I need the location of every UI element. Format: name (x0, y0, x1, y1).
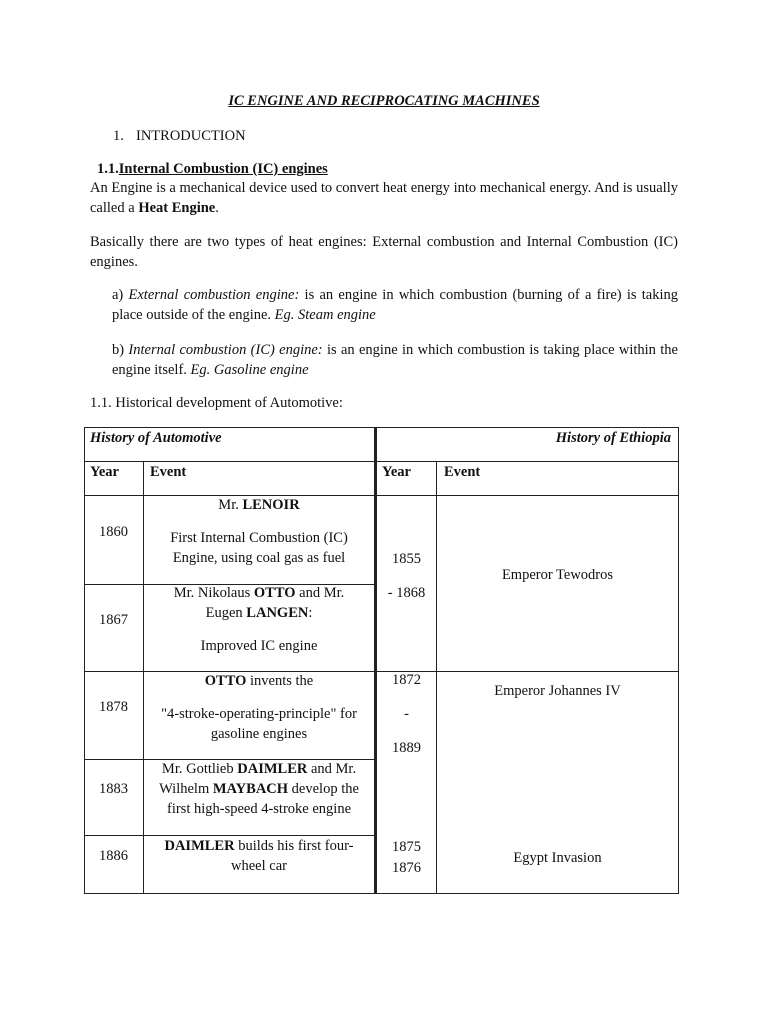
ethiopia-year: 1875 (392, 839, 421, 855)
table-year: 1878 (99, 699, 128, 715)
section-1-1-label: Internal Combustion (IC) engines (118, 161, 328, 177)
event-bold: MAYBACH (212, 781, 289, 797)
item-b-example: Eg. Gasoline engine (190, 362, 309, 378)
paragraph-engine-definition (90, 178, 678, 218)
item-a-text: is an engine in which combustion (burning of a fire) is taking place outside of the engine. (112, 287, 679, 323)
item-b-text: is an engine in which combustion is taking place within the engine itself. (112, 342, 678, 378)
para1-text: An Engine is a mechanical device used to convert heat energy into mechanical energy. And is usually called a (90, 180, 678, 216)
header-event-left: Event (150, 464, 187, 480)
table-divider (374, 427, 377, 894)
event-text: and Mr. (307, 761, 357, 777)
historical-heading: 1.1. Historical development of Automotive: (90, 395, 343, 411)
table-event-line: First Internal Combustion (IC) (170, 530, 348, 546)
table-event-line: Improved IC engine (200, 638, 318, 654)
event-text: : (308, 605, 313, 621)
section-1-1-number: 1.1. (97, 161, 119, 177)
table-event (144, 495, 374, 515)
ethiopia-year: 1876 (392, 860, 421, 876)
event-text: Mr. (218, 497, 243, 513)
ethiopia-year: 1872 (392, 672, 421, 688)
header-year-left: Year (90, 464, 119, 480)
event-text: builds his first four- (234, 838, 354, 854)
event-bold: OTTO (204, 673, 247, 689)
table-event-line: wheel car (231, 858, 287, 874)
ethiopia-event: Emperor Tewodros (501, 567, 614, 583)
table-line (436, 461, 437, 894)
table-event-line (144, 603, 374, 623)
item-internal-combustion (112, 340, 678, 380)
ethiopia-year: 1889 (392, 740, 421, 756)
table-left-title: History of Automotive (90, 430, 222, 446)
table-border-left (84, 427, 85, 894)
table-event-line: "4-stroke-operating-principle" for (161, 706, 357, 722)
event-bold: LENOIR (242, 497, 300, 513)
header-year-right: Year (382, 464, 411, 480)
table-right-title: History of Ethiopia (555, 430, 671, 446)
table-event-line: Engine, using coal gas as fuel (172, 550, 346, 566)
event-bold: OTTO (253, 585, 296, 601)
event-bold: LANGEN (246, 605, 309, 621)
ethiopia-event: Emperor Johannes IV (494, 683, 621, 699)
event-text: Eugen (205, 605, 247, 621)
table-year: 1860 (99, 524, 128, 540)
event-text: Wilhelm (159, 781, 213, 797)
history-table (84, 427, 679, 894)
ethiopia-year: - (404, 706, 409, 722)
section-1-heading: INTRODUCTION (136, 128, 246, 144)
item-a-prefix: a) (112, 287, 129, 303)
item-a-example: Eg. Steam engine (274, 307, 376, 323)
paragraph-engine-types: Basically there are two types of heat engines: External combustion and Internal Combustion (IC) engines. (90, 234, 678, 270)
event-text: and Mr. (295, 585, 345, 601)
item-a-term: External combustion engine: (128, 287, 300, 303)
table-year: 1867 (99, 612, 128, 628)
ethiopia-year: 1855 (392, 551, 421, 567)
table-event-line: gasoline engines (210, 726, 308, 742)
table-event (144, 836, 374, 856)
header-event-right: Event (444, 464, 481, 480)
table-year: 1883 (99, 781, 128, 797)
table-border-bottom (84, 893, 679, 894)
document-title: IC ENGINE AND RECIPROCATING MACHINES (228, 93, 540, 109)
section-1-1-heading (97, 161, 328, 178)
event-text: Mr. Nikolaus (173, 585, 254, 601)
ethiopia-event: Egypt Invasion (513, 850, 602, 866)
section-1-number: 1. (113, 128, 124, 144)
event-text: develop the (288, 781, 359, 797)
event-text: Mr. Gottlieb (161, 761, 238, 777)
table-event (144, 759, 374, 779)
item-b-term: Internal combustion (IC) engine: (128, 342, 323, 358)
table-event-line: first high-speed 4-stroke engine (166, 801, 352, 817)
item-b-prefix: b) (112, 342, 129, 358)
item-external-combustion (112, 285, 678, 325)
table-event (144, 671, 374, 691)
event-text: invents the (246, 673, 314, 689)
para1-bold: Heat Engine (138, 200, 216, 216)
para1-end: . (215, 200, 219, 216)
table-event (144, 583, 374, 603)
table-event-line (144, 779, 374, 799)
ethiopia-year: - 1868 (387, 585, 426, 601)
event-bold: DAIMLER (237, 761, 308, 777)
table-border-right (678, 427, 679, 894)
table-year: 1886 (99, 848, 128, 864)
event-bold: DAIMLER (164, 838, 235, 854)
